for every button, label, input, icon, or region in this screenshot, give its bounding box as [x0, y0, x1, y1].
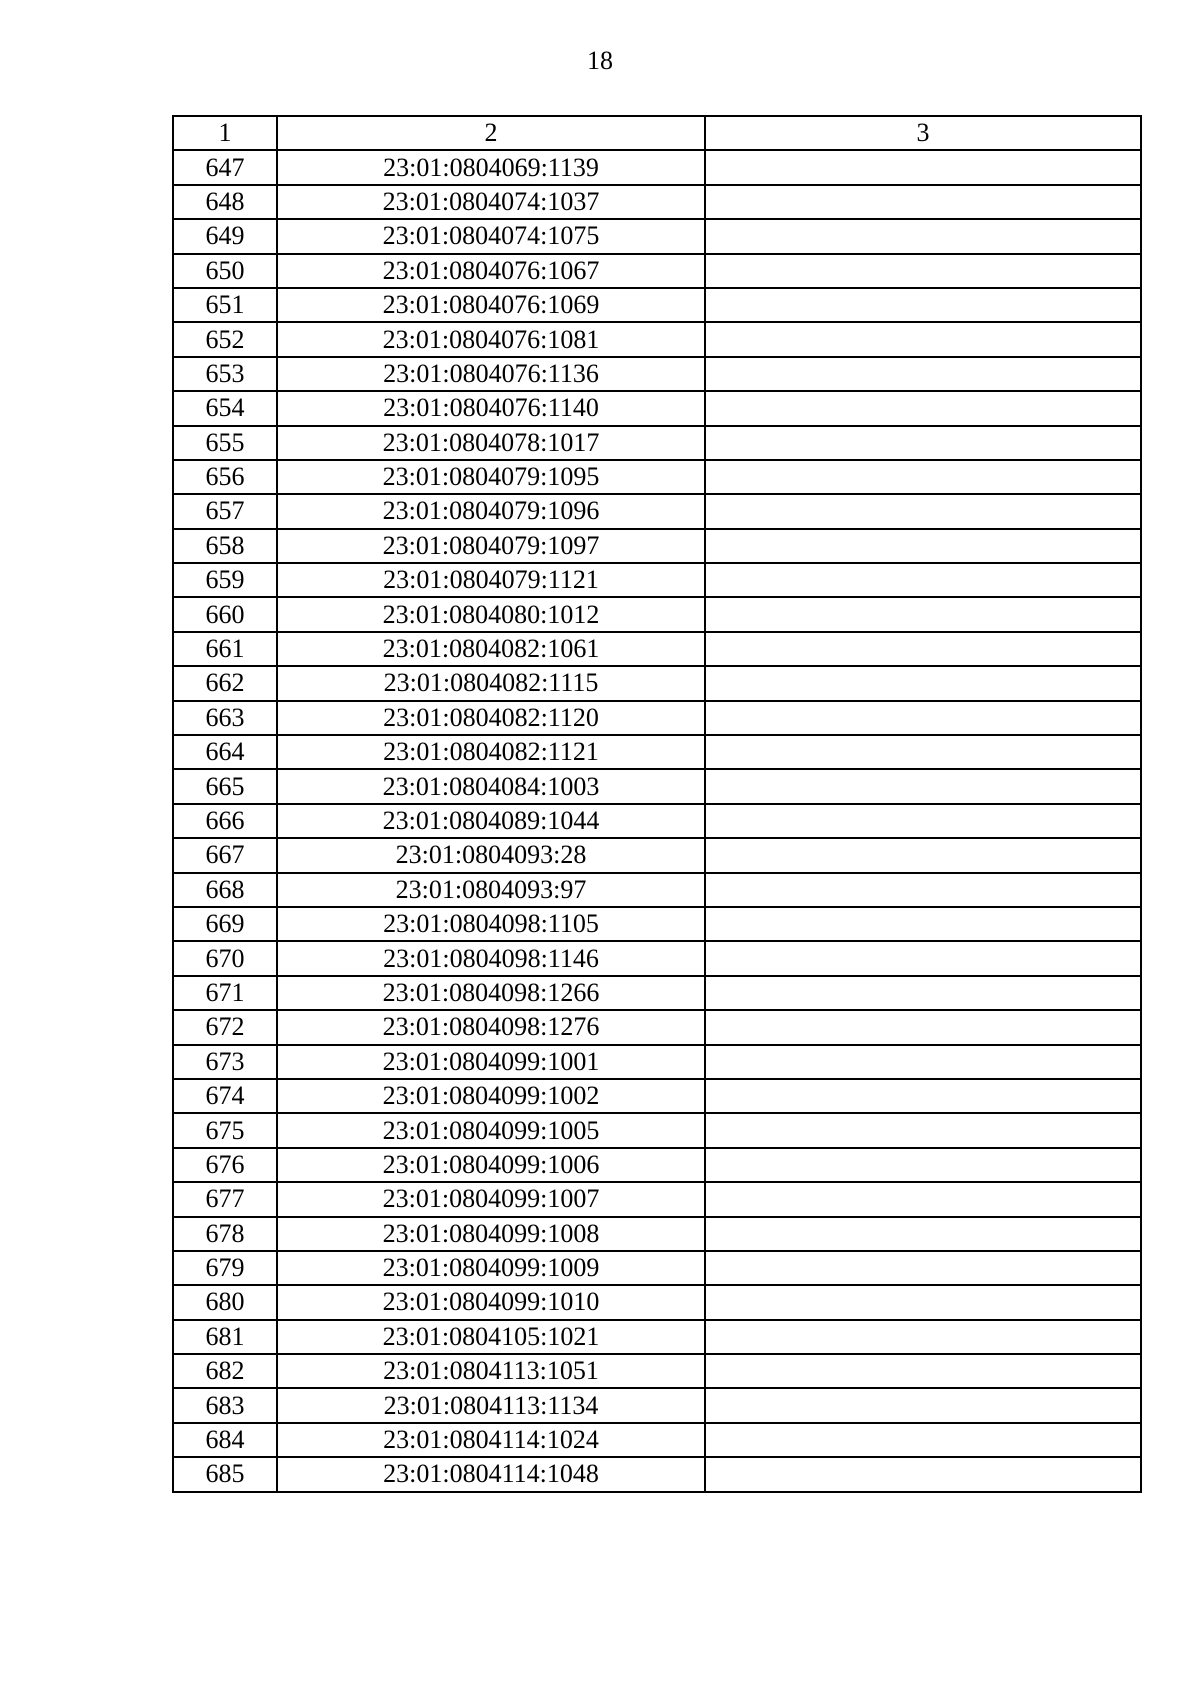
row-number-cell: 654 — [173, 391, 277, 425]
note-cell — [705, 529, 1141, 563]
note-cell — [705, 150, 1141, 184]
note-cell — [705, 1045, 1141, 1079]
cadastral-number-cell: 23:01:0804093:97 — [277, 873, 705, 907]
note-cell — [705, 1182, 1141, 1216]
table-row — [173, 1354, 1141, 1388]
note-cell — [705, 460, 1141, 494]
note-cell — [705, 1251, 1141, 1285]
row-number-cell: 675 — [173, 1113, 277, 1147]
note-cell — [705, 1354, 1141, 1388]
table-row — [173, 941, 1141, 975]
table-row — [173, 563, 1141, 597]
cadastral-number-cell: 23:01:0804076:1067 — [277, 254, 705, 288]
row-number-cell: 678 — [173, 1217, 277, 1251]
note-cell — [705, 1457, 1141, 1491]
note-cell — [705, 1320, 1141, 1354]
cadastral-number-cell: 23:01:0804080:1012 — [277, 597, 705, 631]
row-number-cell: 672 — [173, 1010, 277, 1044]
header-row — [173, 116, 1141, 150]
table-row — [173, 907, 1141, 941]
note-cell — [705, 838, 1141, 872]
row-number-cell: 653 — [173, 357, 277, 391]
row-number-cell: 667 — [173, 838, 277, 872]
note-cell — [705, 804, 1141, 838]
note-cell — [705, 941, 1141, 975]
table-row — [173, 185, 1141, 219]
table-row — [173, 1423, 1141, 1457]
data-table — [172, 115, 1142, 1493]
cadastral-number-cell: 23:01:0804078:1017 — [277, 426, 705, 460]
table-row — [173, 529, 1141, 563]
table-row — [173, 1079, 1141, 1113]
cadastral-number-cell: 23:01:0804076:1081 — [277, 322, 705, 356]
header-cell-col1: 1 — [173, 116, 277, 150]
row-number-cell: 649 — [173, 219, 277, 253]
row-number-cell: 679 — [173, 1251, 277, 1285]
row-number-cell: 651 — [173, 288, 277, 322]
table-row — [173, 322, 1141, 356]
row-number-cell: 662 — [173, 666, 277, 700]
row-number-cell: 674 — [173, 1079, 277, 1113]
header-cell-col2: 2 — [277, 116, 705, 150]
table-row — [173, 1182, 1141, 1216]
table-row — [173, 1010, 1141, 1044]
cadastral-number-cell: 23:01:0804098:1266 — [277, 976, 705, 1010]
table-row — [173, 426, 1141, 460]
row-number-cell: 661 — [173, 632, 277, 666]
cadastral-number-cell: 23:01:0804113:1051 — [277, 1354, 705, 1388]
table-row — [173, 219, 1141, 253]
cadastral-number-cell: 23:01:0804082:1061 — [277, 632, 705, 666]
row-number-cell: 650 — [173, 254, 277, 288]
cadastral-number-cell: 23:01:0804089:1044 — [277, 804, 705, 838]
table-row — [173, 597, 1141, 631]
table-row — [173, 1148, 1141, 1182]
table-row — [173, 150, 1141, 184]
note-cell — [705, 391, 1141, 425]
row-number-cell: 683 — [173, 1388, 277, 1422]
note-cell — [705, 357, 1141, 391]
note-cell — [705, 494, 1141, 528]
note-cell — [705, 907, 1141, 941]
row-number-cell: 658 — [173, 529, 277, 563]
table-row — [173, 391, 1141, 425]
table-row — [173, 769, 1141, 803]
cadastral-number-cell: 23:01:0804079:1096 — [277, 494, 705, 528]
table-row — [173, 804, 1141, 838]
cadastral-number-cell: 23:01:0804099:1009 — [277, 1251, 705, 1285]
cadastral-number-cell: 23:01:0804079:1121 — [277, 563, 705, 597]
note-cell — [705, 597, 1141, 631]
row-number-cell: 652 — [173, 322, 277, 356]
note-cell — [705, 701, 1141, 735]
cadastral-number-cell: 23:01:0804084:1003 — [277, 769, 705, 803]
cadastral-number-cell: 23:01:0804099:1006 — [277, 1148, 705, 1182]
row-number-cell: 663 — [173, 701, 277, 735]
table-row — [173, 494, 1141, 528]
row-number-cell: 656 — [173, 460, 277, 494]
table-row — [173, 632, 1141, 666]
cadastral-number-cell: 23:01:0804076:1136 — [277, 357, 705, 391]
cadastral-number-cell: 23:01:0804114:1048 — [277, 1457, 705, 1491]
cadastral-number-cell: 23:01:0804069:1139 — [277, 150, 705, 184]
table-row — [173, 666, 1141, 700]
row-number-cell: 666 — [173, 804, 277, 838]
cadastral-number-cell: 23:01:0804114:1024 — [277, 1423, 705, 1457]
note-cell — [705, 873, 1141, 907]
row-number-cell: 680 — [173, 1285, 277, 1319]
cadastral-number-cell: 23:01:0804105:1021 — [277, 1320, 705, 1354]
row-number-cell: 659 — [173, 563, 277, 597]
note-cell — [705, 563, 1141, 597]
table-row — [173, 357, 1141, 391]
note-cell — [705, 1423, 1141, 1457]
cadastral-number-cell: 23:01:0804099:1008 — [277, 1217, 705, 1251]
cadastral-number-cell: 23:01:0804082:1121 — [277, 735, 705, 769]
note-cell — [705, 769, 1141, 803]
table-row — [173, 254, 1141, 288]
row-number-cell: 660 — [173, 597, 277, 631]
note-cell — [705, 426, 1141, 460]
cadastral-number-cell: 23:01:0804079:1097 — [277, 529, 705, 563]
row-number-cell: 665 — [173, 769, 277, 803]
row-number-cell: 664 — [173, 735, 277, 769]
cadastral-number-cell: 23:01:0804098:1276 — [277, 1010, 705, 1044]
note-cell — [705, 1285, 1141, 1319]
note-cell — [705, 1079, 1141, 1113]
table-row — [173, 460, 1141, 494]
cadastral-number-cell: 23:01:0804098:1105 — [277, 907, 705, 941]
row-number-cell: 669 — [173, 907, 277, 941]
header-cell-col3: 3 — [705, 116, 1141, 150]
table-row — [173, 1217, 1141, 1251]
table-row — [173, 1251, 1141, 1285]
cadastral-number-cell: 23:01:0804076:1140 — [277, 391, 705, 425]
table-row — [173, 1113, 1141, 1147]
row-number-cell: 677 — [173, 1182, 277, 1216]
cadastral-number-cell: 23:01:0804076:1069 — [277, 288, 705, 322]
row-number-cell: 682 — [173, 1354, 277, 1388]
note-cell — [705, 1148, 1141, 1182]
table-row — [173, 1045, 1141, 1079]
cadastral-number-cell: 23:01:0804093:28 — [277, 838, 705, 872]
note-cell — [705, 1217, 1141, 1251]
note-cell — [705, 1113, 1141, 1147]
note-cell — [705, 976, 1141, 1010]
cadastral-number-cell: 23:01:0804074:1037 — [277, 185, 705, 219]
note-cell — [705, 322, 1141, 356]
table-row — [173, 288, 1141, 322]
cadastral-number-cell: 23:01:0804082:1120 — [277, 701, 705, 735]
note-cell — [705, 735, 1141, 769]
page-number: 18 — [587, 46, 613, 75]
cadastral-number-cell: 23:01:0804099:1010 — [277, 1285, 705, 1319]
note-cell — [705, 254, 1141, 288]
cadastral-number-cell: 23:01:0804074:1075 — [277, 219, 705, 253]
row-number-cell: 657 — [173, 494, 277, 528]
note-cell — [705, 185, 1141, 219]
row-number-cell: 681 — [173, 1320, 277, 1354]
table-row — [173, 1320, 1141, 1354]
note-cell — [705, 219, 1141, 253]
row-number-cell: 647 — [173, 150, 277, 184]
table-row — [173, 873, 1141, 907]
cadastral-number-cell: 23:01:0804113:1134 — [277, 1388, 705, 1422]
table-row — [173, 1285, 1141, 1319]
cadastral-number-cell: 23:01:0804082:1115 — [277, 666, 705, 700]
table-row — [173, 1457, 1141, 1491]
row-number-cell: 648 — [173, 185, 277, 219]
row-number-cell: 684 — [173, 1423, 277, 1457]
table-row — [173, 976, 1141, 1010]
row-number-cell: 671 — [173, 976, 277, 1010]
row-number-cell: 670 — [173, 941, 277, 975]
table-row — [173, 838, 1141, 872]
note-cell — [705, 1010, 1141, 1044]
row-number-cell: 668 — [173, 873, 277, 907]
table-body — [173, 150, 1141, 1491]
note-cell — [705, 1388, 1141, 1422]
cadastral-number-cell: 23:01:0804099:1007 — [277, 1182, 705, 1216]
cadastral-number-cell: 23:01:0804079:1095 — [277, 460, 705, 494]
note-cell — [705, 666, 1141, 700]
note-cell — [705, 632, 1141, 666]
row-number-cell: 673 — [173, 1045, 277, 1079]
cadastral-number-cell: 23:01:0804099:1005 — [277, 1113, 705, 1147]
note-cell — [705, 288, 1141, 322]
cadastral-number-cell: 23:01:0804099:1002 — [277, 1079, 705, 1113]
cadastral-number-cell: 23:01:0804099:1001 — [277, 1045, 705, 1079]
table-row — [173, 701, 1141, 735]
table-row — [173, 735, 1141, 769]
cadastral-number-cell: 23:01:0804098:1146 — [277, 941, 705, 975]
table-row — [173, 1388, 1141, 1422]
row-number-cell: 655 — [173, 426, 277, 460]
row-number-cell: 676 — [173, 1148, 277, 1182]
row-number-cell: 685 — [173, 1457, 277, 1491]
